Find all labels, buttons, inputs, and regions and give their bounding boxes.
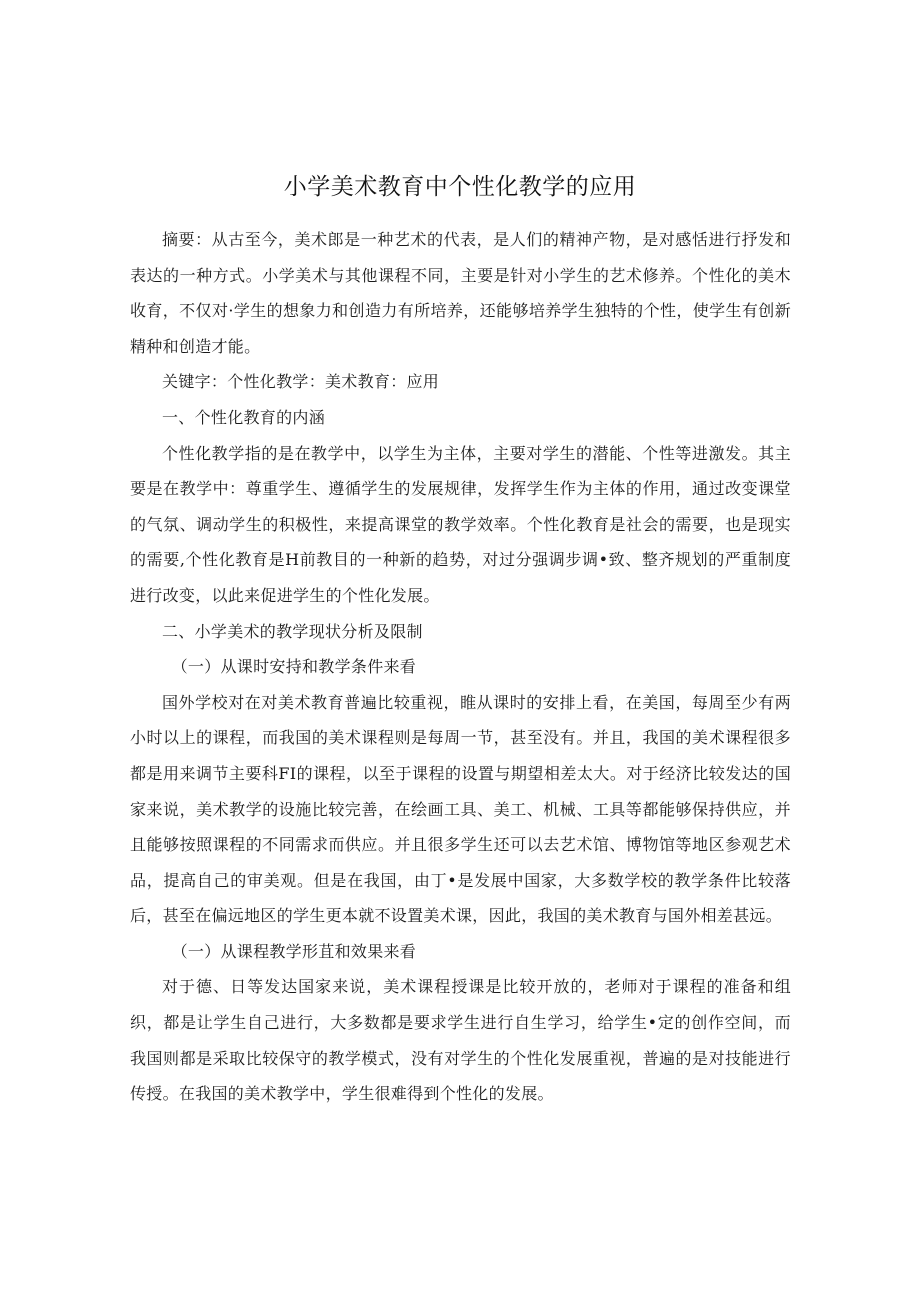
body-paragraph: 国外学校对在对美术教育普遍比较重视，睢从课时的安排上看，在美国，每周至少有两小时以上的课程，而我国的美术课程则是每周一节，甚至没有。并且，我国的美术课程很多都是用来调节主要科FI的课程，以至于课程的设置与期望相差太大。对于经济比较发达的国家来说，美术教学的设施比较完善，在绘画工具、美工、机械、工具等都能够保持供应，并且能够按照课程的不同需求而供应。并且很多学生还可以去艺术馆、博物馆等地区参观艺术品，提高自己的审美观。但是在我国，由丁•是发展中国家，大多数学校的教学条件比较落后，甚至在偏远地区的学生更本就不设置美术课，因此，我国的美术教育与国外相差甚远。 xyxy=(130,692,791,926)
body-paragraph: 对于德、日等发达国家来说，美术课程授课是比较开放的，老师对于课程的准备和组织，都是让学生自己进行，大多数都是要求学生进行自生学习，给学生•定的创作空间，而我国则都是采取比较保守的教学模式，没有对学生的个性化发展重视，普遍的是对技能进行传授。在我国的美术教学中，学生很难得到个性化的发展。 xyxy=(130,977,791,1104)
document-title: 小学美术教育中个性化教学的应用 xyxy=(283,174,637,200)
section-heading-2: 二、小学美术的教学现状分析及限制 xyxy=(162,621,423,641)
body-paragraph: 个性化教学指的是在教学中，以学生为主体，主要对学生的潜能、个性等进激发。其主要是在教学中：尊重学生、遵循学生的发展规律，发挥学生作为主体的作用，通过改变课堂的气氛、调动学生的积极性，来提高课堂的教学效率。个性化教育是社会的需要，也是现实的需要,个性化教育是H前教目的一种新的趋势，对过分强调步调•致、整齐规划的严重制度进行改变，以此来促进学生的个性化发展。 xyxy=(130,443,791,605)
section-heading-1: 一、个性化教育的内涵 xyxy=(162,407,326,427)
keywords-line: 关键字：个性化教学：美术教育：应用 xyxy=(162,372,440,392)
subsection-heading-2: （一）从课程教学形苴和效果来看 xyxy=(171,941,417,961)
document-body xyxy=(130,222,791,1112)
subsection-heading-1: （一）从课时安持和教学条件来看 xyxy=(171,657,417,677)
abstract-paragraph: 摘要：从古至今，美术郎是一种艺术的代表，是人们的精神产物，是对感恬进行抒发和表达的一种方式。小学美术与其他课程不同，主要是针对小学生的艺术修养。个性化的美木收育，不仅对·学生的想象力和创造力有所培养，还能够培养学生独特的个性，使学生有创新精种和创造才能。 xyxy=(130,230,791,356)
